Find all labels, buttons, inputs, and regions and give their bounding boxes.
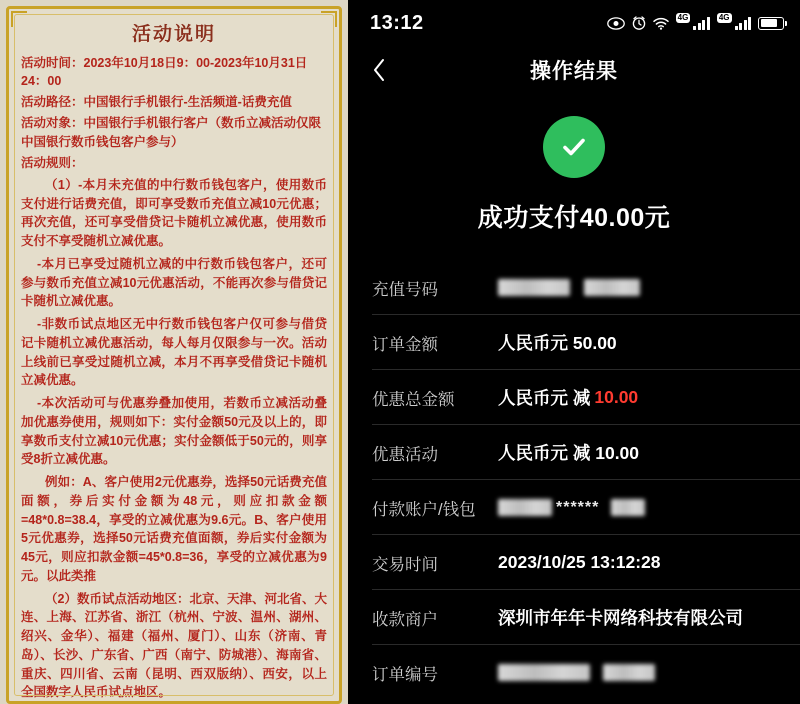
detail-row-discount-total bbox=[348, 370, 800, 425]
result-summary bbox=[348, 116, 800, 234]
activity-title: 活动说明 bbox=[131, 24, 216, 45]
activity-section-target-value: 中国银行手机银行客户（数币立减活动仅限中国银行数币钱包客户参与） bbox=[21, 116, 322, 149]
activity-section-path-value: 中国银行手机银行-生活频道-话费充值 bbox=[83, 95, 292, 110]
activity-section-target-label: 活动对象： bbox=[21, 116, 84, 131]
detail-label: 订单金额 bbox=[372, 335, 438, 354]
detail-label: 优惠活动 bbox=[372, 445, 438, 464]
activity-example: 例如：A、客户使用2元优惠券，选择50元话费充值面额，券后实付金额为48元，则应扣款金额=48*0.8=38.4，享受的立减优惠为9.6元。B、客户使用5元优惠券，选择50元话费充值面额，券后实付金额为45元，则应扣款金额=45*0.8=36，享受的立减优惠为9元。以此类推 bbox=[21, 475, 327, 583]
detail-label: 交易时间 bbox=[372, 555, 438, 574]
masked-digits: ****** bbox=[556, 498, 600, 516]
activity-section-time bbox=[21, 54, 327, 90]
redaction-block bbox=[498, 279, 570, 296]
redaction-block bbox=[584, 279, 640, 296]
activity-section-time-label: 活动时间： bbox=[21, 56, 84, 70]
detail-row-recharge-number bbox=[348, 260, 800, 315]
detail-label: 收款商户 bbox=[372, 610, 438, 629]
activity-paper bbox=[6, 6, 342, 704]
detail-row-merchant bbox=[348, 590, 800, 645]
activity-rule-2: -本月已享受过随机立减的中行数币钱包客户，还可参与数币充值立减10元优惠活动，不能再次参与借贷记卡随机立减优惠。 bbox=[21, 256, 327, 309]
activity-section-time-value: 2023年10月18日9：00-2023年10月31日24：00 bbox=[21, 56, 308, 89]
detail-value bbox=[498, 385, 638, 410]
status-bar-icons bbox=[607, 13, 784, 30]
activity-rule-1: （1）-本月未充值的中行数币钱包客户，使用数币支付进行话费充值，即可享受数币充值立减10元优惠；再次充值，还可享受借贷记卡随机立减优惠，使用数币支付不享受随机立减优惠。 bbox=[21, 177, 327, 248]
detail-value-masked bbox=[498, 279, 640, 296]
activity-section-target bbox=[21, 114, 327, 150]
paid-amount-text: 成功支付40.00元 bbox=[477, 204, 671, 232]
detail-row-order-number bbox=[348, 645, 800, 700]
detail-label: 订单编号 bbox=[372, 665, 438, 684]
redaction-block bbox=[611, 499, 645, 516]
redaction-block bbox=[498, 664, 590, 681]
payment-result-panel bbox=[348, 0, 800, 704]
detail-value: 深圳市年年卡网络科技有限公司 bbox=[498, 608, 743, 628]
signal-bars-icon-secondary bbox=[735, 17, 752, 30]
signal-bars-icon bbox=[693, 17, 710, 30]
activity-rule-4: -本次活动可与优惠券叠加使用，若数币立减活动叠加优惠券使用，规则如下：实付金额50元及以上的，即享数币支付立减10元优惠；实付金额低于50元的，则享受8折立减优惠。 bbox=[21, 396, 327, 467]
signal-4g-icon-secondary: 4G bbox=[717, 17, 751, 30]
activity-section-rules bbox=[21, 154, 327, 172]
alarm-icon bbox=[632, 16, 646, 30]
back-button[interactable] bbox=[364, 55, 394, 85]
status-bar-clock: 13:12 bbox=[370, 11, 424, 34]
activity-section-path bbox=[21, 93, 327, 111]
eye-icon bbox=[607, 17, 625, 30]
detail-row-transaction-time bbox=[348, 535, 800, 590]
activity-section-rules-label: 活动规则： bbox=[21, 155, 84, 170]
detail-row-payment-account bbox=[348, 480, 800, 535]
detail-label: 充值号码 bbox=[372, 280, 438, 299]
detail-label: 付款账户/钱包 bbox=[372, 500, 476, 519]
detail-value-masked bbox=[498, 499, 645, 517]
detail-label: 优惠总金额 bbox=[372, 390, 455, 409]
signal-4g-icon: 4G bbox=[676, 17, 710, 30]
detail-value-highlight: 10.00 bbox=[594, 387, 639, 407]
page-title: 操作结果 bbox=[530, 60, 618, 83]
activity-description-panel bbox=[0, 0, 348, 704]
nav-bar bbox=[348, 46, 800, 94]
status-bar bbox=[348, 0, 800, 46]
detail-value: 2023/10/25 13:12:28 bbox=[498, 552, 661, 572]
detail-list bbox=[348, 260, 800, 700]
detail-value-text: 人民币元 减 bbox=[498, 388, 591, 408]
detail-row-discount-activity bbox=[348, 425, 800, 480]
detail-row-order-amount bbox=[348, 315, 800, 370]
battery-icon bbox=[758, 17, 784, 30]
detail-value: 人民币元 50.00 bbox=[498, 333, 617, 353]
success-check-icon bbox=[543, 116, 605, 178]
redaction-block bbox=[498, 499, 552, 516]
detail-value: 人民币元 减 10.00 bbox=[498, 443, 640, 463]
detail-value-masked bbox=[498, 664, 655, 681]
activity-regions: （2）数币试点活动地区：北京、天津、河北省、大连、上海、江苏省、浙江（杭州、宁波、温州、湖州、绍兴、金华）、福建（福州、厦门）、山东（济南、青岛）、长沙、广东省、广西（南宁、防城港）、海南省、重庆、四川省、云南（昆明、西双版纳）、西安，以上全国数字人民币试点地区。 bbox=[21, 591, 327, 700]
redaction-block bbox=[603, 664, 655, 681]
wifi-icon bbox=[653, 17, 669, 30]
activity-section-path-label: 活动路径： bbox=[21, 95, 84, 110]
activity-rule-3: -非数币试点地区无中行数币钱包客户仅可参与借贷记卡随机立减优惠活动，每人每月仅限参与一次。活动上线前已享受过随机立减，本月不再享受借贷记卡随机立减优惠。 bbox=[21, 317, 327, 388]
